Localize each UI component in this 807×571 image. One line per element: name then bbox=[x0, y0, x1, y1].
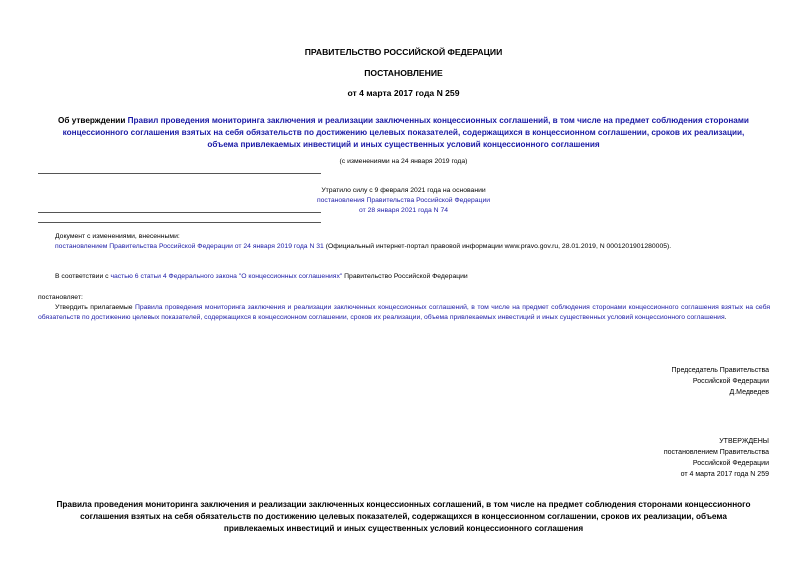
title-prefix: Об утверждении bbox=[58, 116, 128, 125]
amendments-label: Документ с изменениями, внесенными: bbox=[55, 233, 180, 240]
legal-basis bbox=[55, 272, 468, 281]
approved-date: от 4 марта 2017 года N 259 bbox=[680, 471, 769, 478]
approved-by: постановлением Правительства bbox=[663, 449, 769, 456]
basis-prefix: В соответствии с bbox=[55, 273, 111, 280]
expired-note-link-line3[interactable]: от 28 января 2021 года N 74 bbox=[358, 207, 449, 214]
resolves-text: постановляет: bbox=[38, 294, 83, 301]
rules-title-link[interactable]: Правил проведения мониторинга заключения и реализации заключенных концессионных соглашений, в том числе на предмет соблюдения сторонами концессионного соглашения взятых на себя обязательств по достижению целевых показателей, содержащихся в концессионном соглашении, сроков их реализации, объема привлекаемых инвестиций и иных существенных условий концессионного соглашения bbox=[62, 116, 749, 149]
approved-heading: УТВЕРЖДЕНЫ bbox=[719, 438, 769, 445]
signature-position: Председатель Правительства bbox=[671, 367, 769, 374]
approved-rules-link[interactable]: Правила проведения мониторинга заключения и реализации заключенных концессионных соглашений, в том числе на предмет соблюдения сторонами концессионного соглашения взятых на себя обязательств по достижению целевых показателей, содержащихся в концессионном соглашении, сроков их реализации, объема привлекаемых инвестиций и иных существенных условий концессионного соглашения bbox=[38, 304, 770, 321]
approve-suffix: . bbox=[724, 314, 727, 321]
signature-block bbox=[672, 365, 769, 398]
approved-block bbox=[664, 436, 769, 480]
approve-prefix: Утвердить прилагаемые bbox=[55, 304, 135, 311]
changes-note: (с изменениями на 24 января 2019 года) bbox=[339, 158, 468, 165]
document-type: ПОСТАНОВЛЕНИЕ bbox=[364, 68, 443, 78]
basis-suffix: Правительство Российской Федерации bbox=[342, 273, 468, 280]
federal-law-link[interactable]: частью 6 статьи 4 Федерального закона "О концессионных соглашениях" bbox=[110, 273, 343, 280]
signature-name: Д.Медведев bbox=[729, 389, 769, 396]
amendment-link[interactable]: постановлением Правительства Российской Федерации от 24 января 2019 года N 31 bbox=[55, 243, 324, 250]
signature-country: Российской Федерации bbox=[692, 378, 769, 385]
expired-note-link-line2[interactable]: постановления Правительства Российской Федерации bbox=[316, 197, 491, 204]
amendment-source: (Официальный интернет-портал правовой информации www.pravo.gov.ru, 28.01.2019, N 0001201901280005). bbox=[323, 243, 672, 250]
amendments-entry bbox=[55, 242, 775, 251]
separator-line bbox=[38, 222, 321, 223]
approve-paragraph bbox=[38, 303, 770, 323]
separator-line bbox=[38, 173, 321, 174]
rules-title: Правила проведения мониторинга заключения и реализации заключенных концессионных соглашений, в том числе на предмет соблюдения сторонами концессионного соглашения взятых на себя обязательств по достижению целевых показателей, содержащихся в концессионном соглашении, сроков их реализации, объема привлекаемых инвестиций и иных существенных условий концессионного соглашения bbox=[56, 500, 751, 533]
approved-country: Российской Федерации bbox=[692, 460, 769, 467]
document-date-number: от 4 марта 2017 года N 259 bbox=[347, 88, 460, 98]
document-title bbox=[50, 115, 757, 151]
expired-note-line1: Утратило силу с 9 февраля 2021 года на основании bbox=[321, 187, 486, 194]
government-heading: ПРАВИТЕЛЬСТВО РОССИЙСКОЙ ФЕДЕРАЦИИ bbox=[304, 47, 503, 57]
